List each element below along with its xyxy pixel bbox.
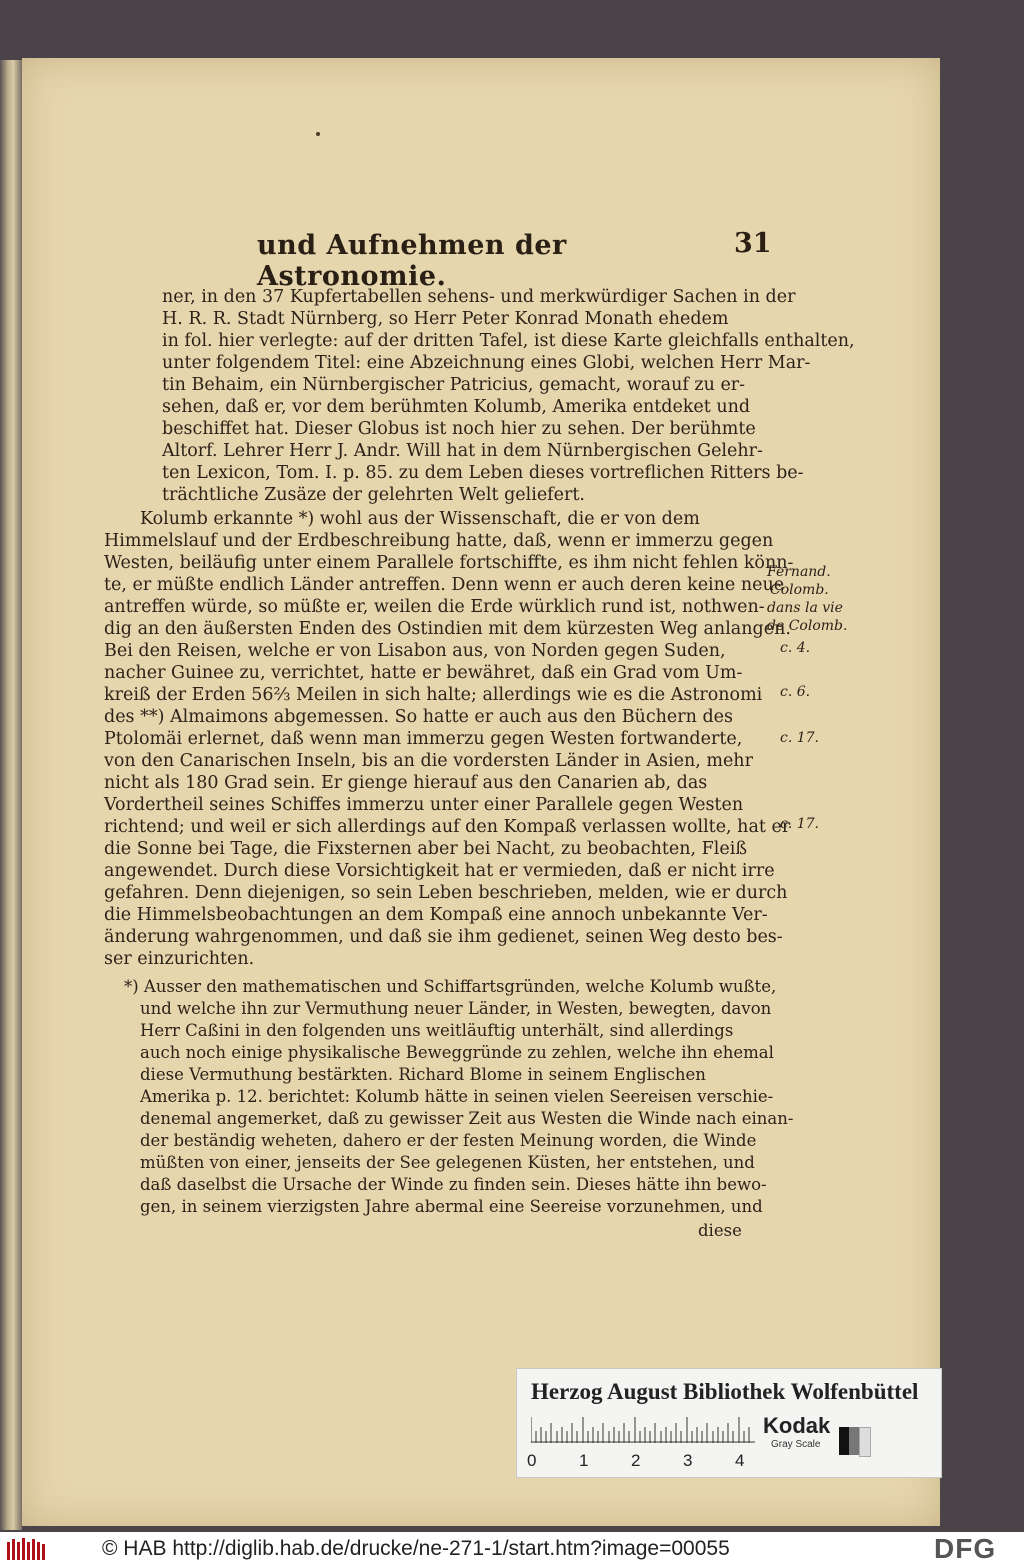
margin-note: c. 6.	[780, 684, 811, 700]
margin-note: Fernand.	[767, 564, 831, 580]
kodak-subtitle: Gray Scale	[771, 1439, 821, 1450]
footnote-line: Amerika p. 12. berichtet: Kolumb hätte in seinen vielen Seereisen verschie-	[140, 1087, 774, 1106]
body-line: tin Behaim, ein Nürnbergischer Patricius, gemacht, worauf zu er-	[162, 375, 746, 395]
paragraph-start: Kolumb erkannte *) wohl aus der Wissenschaft, die er von dem	[140, 509, 700, 529]
footnote-line: Herr Caßini in den folgenden uns weitläuftig unterhält, sind allerdings	[140, 1021, 734, 1040]
footnote-line: müßten von einer, jenseits der See gelegenen Küsten, her entstehen, und	[140, 1153, 755, 1172]
body-line: angewendet. Durch diese Vorsichtigkeit hat er vermieden, daß er nicht irre	[104, 861, 775, 881]
body-line: ser einzurichten.	[104, 949, 255, 969]
book-left-edge	[0, 60, 22, 1530]
body-line: Westen, beiläufig unter einem Parallele fortschiffte, es ihm nicht fehlen könn-	[104, 553, 794, 573]
kodak-brand: Kodak	[763, 1413, 831, 1438]
scale-ruler-icon	[531, 1413, 755, 1443]
body-line: sehen, daß er, vor dem berühmten Kolumb, Amerika entdeket und	[162, 397, 751, 417]
body-line: trächtliche Zusäze der gelehrten Welt geliefert.	[162, 485, 585, 505]
footnote-line: diese Vermuthung bestärkten. Richard Blome in seinem Englischen	[140, 1065, 706, 1084]
footnote-line: *) Ausser den mathematischen und Schiffartsgründen, welche Kolumb wußte,	[124, 977, 777, 996]
body-line: Bei den Reisen, welche er von Lisabon aus, von Norden gegen Suden,	[104, 641, 726, 661]
page-number: 31	[734, 228, 772, 259]
body-line: H. R. R. Stadt Nürnberg, so Herr Peter Konrad Monath ehedem	[162, 309, 729, 329]
ruler-number: 3	[683, 1451, 693, 1470]
body-line: die Sonne bei Tage, die Fixsternen aber bei Nacht, zu beobachten, Fleiß	[104, 839, 748, 859]
body-line: ner, in den 37 Kupfertabellen sehens- und merkwürdiger Sachen in der	[162, 287, 796, 307]
body-line: nicht als 180 Grad sein. Er gienge hierauf aus den Canarien ab, das	[104, 773, 708, 793]
hab-logo-icon	[6, 1536, 46, 1564]
catchword: diese	[698, 1221, 742, 1240]
footnote-line: und welche ihn zur Vermuthung neuer Länder, in Westen, bewegten, davon	[140, 999, 772, 1018]
ruler-number: 2	[631, 1451, 641, 1470]
footnote-line: auch noch einige physikalische Beweggründe zu zehlen, welche ihn ehemal	[140, 1043, 774, 1062]
body-line: in fol. hier verlegte: auf der dritten Tafel, ist diese Karte gleichfalls enthalten,	[162, 331, 855, 351]
margin-note: Colomb.	[770, 582, 829, 598]
dfg-logo: DFG	[934, 1533, 997, 1564]
margin-note: dans la vie	[767, 600, 843, 616]
footer-bar	[0, 1532, 1024, 1567]
ruler-number: 4	[735, 1451, 745, 1470]
body-line: Himmelslauf und der Erdbeschreibung hatte, daß, wenn er immerzu gegen	[104, 531, 774, 551]
body-line: richtend; und weil er sich allerdings auf den Kompaß verlassen wollte, hat er	[104, 817, 791, 837]
body-line: Altorf. Lehrer Herr J. Andr. Will hat in dem Nürnbergischen Gelehr-	[162, 441, 763, 461]
body-line: kreiß der Erden 56⅔ Meilen in sich halte; allerdings wie es die Astronomi	[104, 685, 763, 705]
footnote-line: denemal angemerket, daß zu gewisser Zeit aus Westen die Winde nach einan-	[140, 1109, 794, 1128]
body-line: antreffen würde, so müßte er, weilen die Erde würklich rund ist, nothwen-	[104, 597, 765, 617]
footnote-line: daß daselbst die Ursache der Winde zu finden sein. Dieses hätte ihn bewo-	[140, 1175, 767, 1194]
body-line: gefahren. Denn diejenigen, so sein Leben beschrieben, melden, wie er durch	[104, 883, 788, 903]
ink-dot	[316, 132, 320, 136]
gray-patch-white	[859, 1427, 871, 1457]
ruler-number: 1	[579, 1451, 589, 1470]
ruler-number: 0	[527, 1451, 537, 1470]
margin-note: c. 17.	[780, 730, 820, 746]
body-line: beschiffet hat. Dieser Globus ist noch hier zu sehen. Der berühmte	[162, 419, 756, 439]
copyright-url[interactable]: © HAB http://diglib.hab.de/drucke/ne-271-1/start.htm?image=00055	[102, 1537, 730, 1560]
body-line: Ptolomäi erlernet, daß wenn man immerzu gegen Westen fortwanderte,	[104, 729, 743, 749]
body-line: nacher Guinee zu, verrichtet, hatte er bewähret, daß ein Grad vom Um-	[104, 663, 743, 683]
body-line: von den Canarischen Inseln, bis an die vordersten Länder in Asien, mehr	[104, 751, 753, 771]
body-line: Vordertheil seines Schiffes immerzu unter einer Parallele gegen Westen	[104, 795, 744, 815]
margin-note: c. 4.	[780, 640, 811, 656]
book-page	[22, 58, 940, 1526]
margin-note: c. 17.	[780, 816, 820, 832]
body-line: änderung wahrgenommen, und daß sie ihm gedienet, seinen Weg desto bes-	[104, 927, 783, 947]
kodak-gray-scale-card	[516, 1368, 942, 1478]
body-line: te, er müßte endlich Länder antreffen. Denn wenn er auch deren keine neue	[104, 575, 785, 595]
margin-note: de Colomb.	[767, 618, 848, 634]
body-line: die Himmelsbeobachtungen an dem Kompaß eine annoch unbekannte Ver-	[104, 905, 768, 925]
footnote-line: der beständig weheten, dahero er der festen Meinung worden, die Winde	[140, 1131, 757, 1150]
running-head: und Aufnehmen der Astronomie.	[257, 230, 567, 292]
body-line: des **) Almaimons abgemessen. So hatte er auch aus den Büchern des	[104, 707, 733, 727]
footnote-line: gen, in seinem vierzigsten Jahre abermal eine Seereise vorzunehmen, und	[140, 1197, 763, 1216]
gray-patch-black	[839, 1427, 849, 1455]
gray-patch-mid	[849, 1427, 859, 1455]
library-name: Herzog August Bibliothek Wolfenbüttel	[531, 1379, 919, 1404]
body-line: unter folgendem Titel: eine Abzeichnung eines Globi, welchen Herr Mar-	[162, 353, 811, 373]
body-line: dig an den äußersten Enden des Ostindien mit dem kürzesten Weg anlangen.	[104, 619, 791, 639]
body-line: ten Lexicon, Tom. I. p. 85. zu dem Leben dieses vortreflichen Ritters be-	[162, 463, 804, 483]
